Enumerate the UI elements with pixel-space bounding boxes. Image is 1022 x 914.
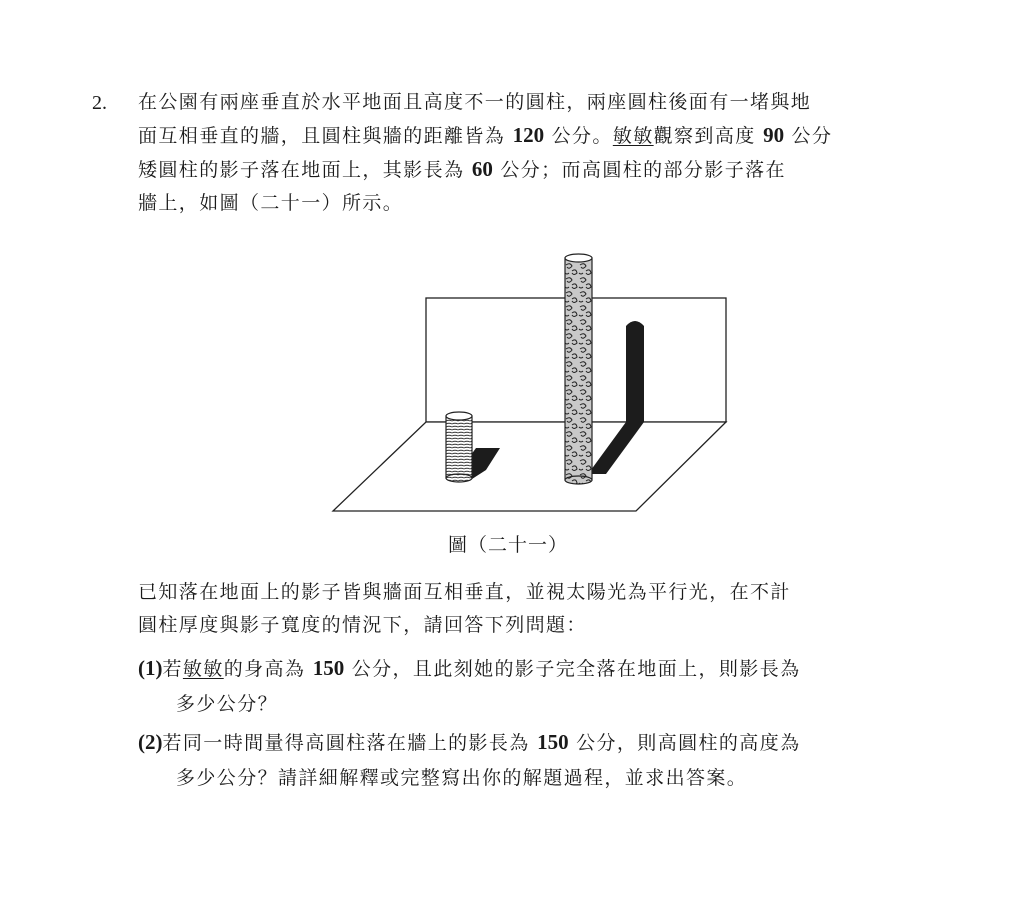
person-name: 敏敏: [612, 125, 654, 147]
tall-cylinder: [565, 254, 592, 484]
question-1-cont: 多少公分？: [176, 693, 279, 715]
intro-line-1: 在公園有兩座垂直於水平地面且高度不一的圓柱，兩座圓柱後面有一堵與地: [138, 91, 812, 113]
conditions-line-1: 已知落在地面上的影子皆與牆面互相垂直，並視太陽光為平行光，在不計: [138, 581, 791, 603]
short-cylinder-height: 90: [763, 123, 785, 147]
intro-text: 面互相垂直的牆，且圓柱與牆的距離皆為: [138, 125, 506, 147]
question-2-label: (2): [138, 730, 163, 754]
question-text: 若: [162, 658, 183, 680]
wall-shadow-length: 150: [537, 730, 569, 754]
problem-number: 2.: [92, 92, 107, 114]
figure-caption: 圖（二十一）: [448, 534, 569, 556]
intro-line-3: [138, 153, 988, 187]
question-text: 公分，且此刻她的影子完全落在地面上，則影長為: [351, 658, 801, 680]
intro-text: 公分；而高圓柱的部分影子落在: [500, 159, 786, 181]
problem-intro: [138, 86, 988, 220]
problem-conditions: [138, 576, 988, 642]
figure-cylinders-shadow: [326, 248, 736, 518]
short-shadow-length: 60: [471, 157, 493, 181]
tall-cylinder-wall-shadow: [626, 321, 644, 422]
intro-text: 矮圓柱的影子落在地面上，其影長為: [138, 159, 465, 181]
intro-text: 觀察到高度: [653, 125, 756, 147]
question-1: [138, 652, 801, 686]
question-1-label: (1): [138, 656, 163, 680]
intro-line-2: [138, 119, 988, 153]
wall-distance: 120: [512, 123, 545, 147]
person-height: 150: [312, 656, 345, 680]
intro-line-4: 牆上，如圖（二十一）所示。: [138, 192, 404, 214]
question-text: 公分，則高圓柱的高度為: [576, 732, 801, 754]
person-name: 敏敏: [182, 658, 224, 680]
question-text: 若同一時間量得高圓柱落在牆上的影長為: [162, 732, 530, 754]
short-cylinder: [446, 412, 472, 482]
ground: [333, 422, 726, 511]
conditions-line-2: 圓柱厚度與影子寬度的情況下，請回答下列問題：: [138, 614, 587, 636]
intro-text: 公分。: [551, 125, 613, 147]
intro-text: 公分: [791, 125, 833, 147]
question-2: [138, 726, 801, 760]
question-text: 的身高為: [223, 658, 306, 680]
question-2-cont: 多少公分？請詳細解釋或完整寫出你的解題過程，並求出答案。: [176, 767, 748, 789]
